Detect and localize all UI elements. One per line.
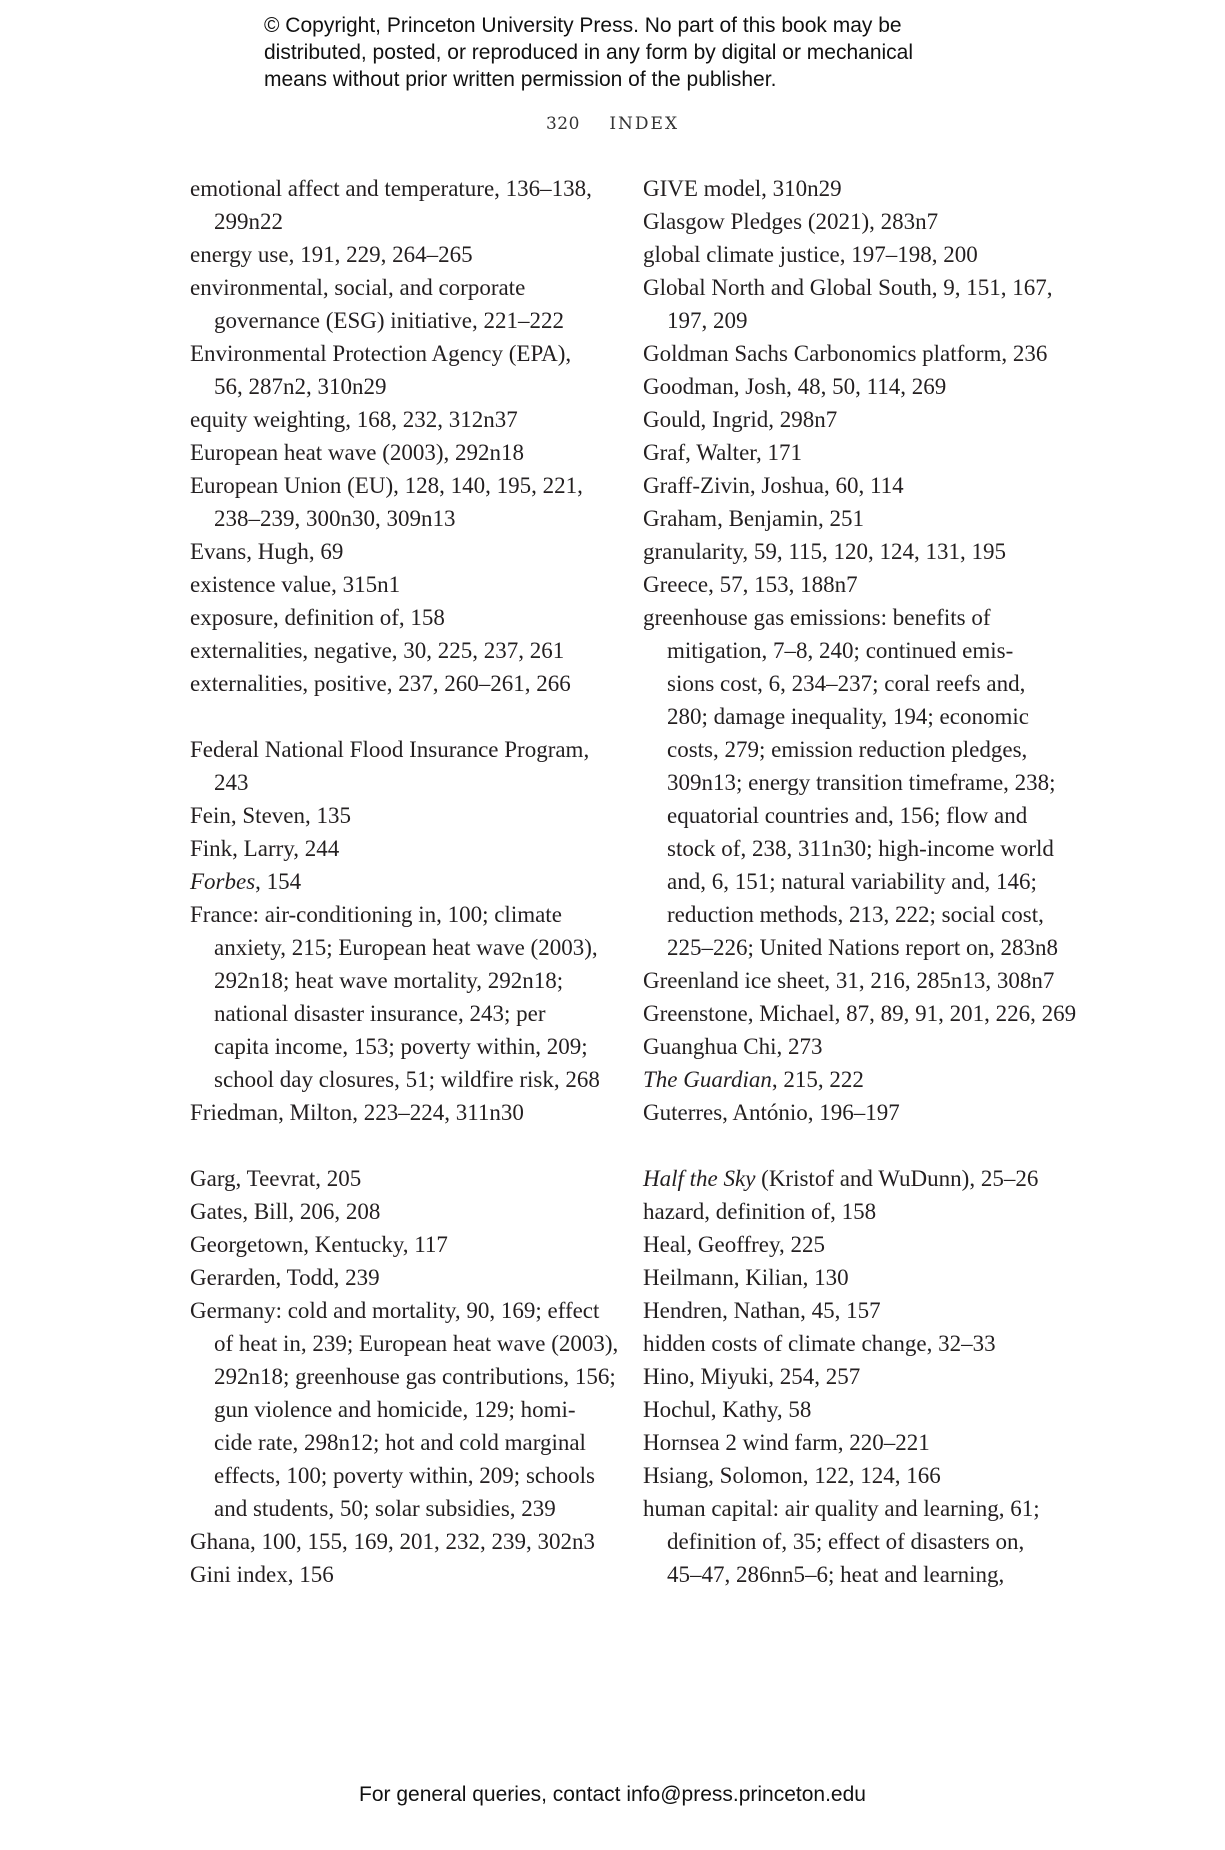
entry-heading-line (643, 337, 1073, 370)
entry-continuation-line (643, 1525, 1073, 1558)
entry-text: emotional affect and temperature, 136–138, (190, 176, 592, 201)
index-entry (643, 1459, 1073, 1492)
entry-continuation-line (190, 931, 610, 964)
entry-continuation-line (190, 304, 610, 337)
entry-text: 45–47, 286nn5–6; heat and learning, (667, 1562, 1005, 1587)
index-entry (190, 238, 610, 271)
entry-heading-line (190, 1558, 610, 1591)
entry-text: national disaster insurance, 243; per (214, 1001, 546, 1026)
entry-heading-line (190, 1228, 610, 1261)
entry-text: Greenstone, Michael, 87, 89, 91, 201, 226, 269 (643, 1001, 1077, 1026)
index-entry (643, 1162, 1073, 1195)
entry-continuation-line (190, 766, 610, 799)
entry-text: Glasgow Pledges (2021), 283n7 (643, 209, 939, 234)
entry-continuation-line (643, 799, 1073, 832)
index-entry (643, 1261, 1073, 1294)
index-letter-group (643, 1162, 1073, 1591)
entry-heading-line (190, 238, 610, 271)
entry-text: Gates, Bill, 206, 208 (190, 1199, 381, 1224)
index-entry (190, 1162, 610, 1195)
entry-heading-line (190, 667, 610, 700)
entry-heading-line (190, 1261, 610, 1294)
entry-text: Graf, Walter, 171 (643, 440, 803, 465)
index-entry (190, 271, 610, 337)
entry-heading-line (190, 601, 610, 634)
entry-text: sions cost, 6, 234–237; coral reefs and, (667, 671, 1026, 696)
entry-text: Goldman Sachs Carbonomics platform, 236 (643, 341, 1048, 366)
entry-heading-line (190, 799, 610, 832)
entry-heading-line (190, 733, 610, 766)
entry-heading-line (643, 535, 1073, 568)
index-letter-group (643, 172, 1077, 1129)
entry-text: 238–239, 300n30, 309n13 (214, 506, 456, 531)
copyright-line: means without prior written permission of the publisher. (264, 68, 777, 91)
entry-text: , 154 (255, 869, 302, 894)
entry-text: 292n18; greenhouse gas contributions, 156; (214, 1364, 616, 1389)
entry-continuation-line (190, 1492, 610, 1525)
entry-text: externalities, negative, 30, 225, 237, 261 (190, 638, 565, 663)
entry-heading-line (190, 271, 610, 304)
index-entry (643, 1360, 1073, 1393)
entry-text: externalities, positive, 237, 260–261, 266 (190, 671, 571, 696)
entry-heading-line (643, 1162, 1073, 1195)
entry-text: 197, 209 (667, 308, 748, 333)
index-entry (190, 1525, 610, 1558)
entry-continuation-line (643, 898, 1073, 931)
entry-text: Greenland ice sheet, 31, 216, 285n13, 308n7 (643, 968, 1055, 993)
entry-text: Hino, Miyuki, 254, 257 (643, 1364, 861, 1389)
index-entry (190, 337, 610, 403)
entry-heading-line (643, 1195, 1073, 1228)
index-entry (190, 799, 610, 832)
entry-heading-line (643, 568, 1073, 601)
entry-text: 309n13; energy transition timeframe, 238; (667, 770, 1056, 795)
index-entry (643, 1063, 1073, 1096)
index-entry (643, 964, 1073, 997)
group-separator (190, 700, 610, 733)
entry-text: 243 (214, 770, 249, 795)
entry-heading-line (643, 1393, 1073, 1426)
entry-text: Hornsea 2 wind farm, 220–221 (643, 1430, 930, 1455)
entry-continuation-line (643, 733, 1073, 766)
entry-heading-line (643, 1063, 1073, 1096)
entry-heading-line (190, 1096, 610, 1129)
entry-text: Hsiang, Solomon, 122, 124, 166 (643, 1463, 941, 1488)
index-entry (643, 1030, 1073, 1063)
index-entry (190, 436, 610, 469)
index-entry (190, 172, 610, 238)
index-entry (190, 898, 610, 1096)
entry-continuation-line (190, 997, 610, 1030)
entry-continuation-line (190, 205, 610, 238)
entry-text: Hochul, Kathy, 58 (643, 1397, 812, 1422)
index-entry (643, 172, 1073, 205)
index-entry (643, 535, 1073, 568)
entry-heading-line (643, 1228, 1073, 1261)
index-letter-group (190, 172, 610, 700)
section-title: INDEX (609, 114, 680, 134)
entry-text: costs, 279; emission reduction pledges, (667, 737, 1028, 762)
index-entry (190, 667, 610, 700)
entry-continuation-line (643, 865, 1073, 898)
entry-text: Goodman, Josh, 48, 50, 114, 269 (643, 374, 947, 399)
entry-text: cide rate, 298n12; hot and cold marginal (214, 1430, 586, 1455)
index-entry (643, 1228, 1073, 1261)
entry-text: hazard, definition of, 158 (643, 1199, 877, 1224)
entry-text: global climate justice, 197–198, 200 (643, 242, 978, 267)
entry-heading-line (190, 403, 610, 436)
copyright-notice (264, 12, 913, 93)
entry-continuation-line (190, 1459, 610, 1492)
index-entry (643, 436, 1073, 469)
entry-text: effects, 100; poverty within, 209; schools (214, 1463, 595, 1488)
entry-text: France: air-conditioning in, 100; climate (190, 902, 562, 927)
entry-continuation-line (190, 964, 610, 997)
index-entry (643, 337, 1073, 370)
entry-heading-line (190, 1294, 610, 1327)
index-entry (190, 535, 610, 568)
entry-text: granularity, 59, 115, 120, 124, 131, 195 (643, 539, 1007, 564)
running-head (0, 114, 1225, 134)
entry-text: 225–226; United Nations report on, 283n8 (667, 935, 1058, 960)
entry-heading-line (643, 1492, 1073, 1525)
entry-heading-line (643, 1426, 1073, 1459)
entry-text: Garg, Teevrat, 205 (190, 1166, 362, 1191)
page-number: 320 (545, 114, 580, 134)
entry-heading-line (643, 1294, 1073, 1327)
entry-heading-line (190, 832, 610, 865)
index-entry (643, 403, 1073, 436)
entry-text: of heat in, 239; European heat wave (2003), (214, 1331, 619, 1356)
entry-text: exposure, definition of, 158 (190, 605, 445, 630)
index-entry (643, 997, 1077, 1030)
entry-heading-line (643, 1261, 1073, 1294)
entry-heading-line (190, 1195, 610, 1228)
entry-heading-line (643, 271, 1073, 304)
entry-text: Gerarden, Todd, 239 (190, 1265, 380, 1290)
entry-text: equity weighting, 168, 232, 312n37 (190, 407, 518, 432)
entry-text: Greece, 57, 153, 188n7 (643, 572, 858, 597)
index-entry (643, 1096, 1073, 1129)
entry-heading-line (643, 436, 1073, 469)
entry-heading-line (190, 535, 610, 568)
index-entry (643, 1327, 1073, 1360)
entry-text: 299n22 (214, 209, 283, 234)
entry-text: 56, 287n2, 310n29 (214, 374, 387, 399)
index-entry (643, 1294, 1073, 1327)
entry-text: Fein, Steven, 135 (190, 803, 351, 828)
entry-text: Ghana, 100, 155, 169, 201, 232, 239, 302n3 (190, 1529, 596, 1554)
entry-text: Global North and Global South, 9, 151, 167, (643, 275, 1053, 300)
entry-heading-line (643, 205, 1073, 238)
index-entry (190, 733, 610, 799)
italic-title: Forbes (190, 869, 256, 894)
entry-text: 292n18; heat wave mortality, 292n18; (214, 968, 564, 993)
index-entry (643, 601, 1073, 964)
index-entry (190, 1096, 610, 1129)
entry-text: Graff-Zivin, Joshua, 60, 114 (643, 473, 904, 498)
entry-text: GIVE model, 310n29 (643, 176, 842, 201)
entry-continuation-line (190, 1030, 610, 1063)
index-entry (190, 1294, 619, 1525)
entry-text: (Kristof and WuDunn), 25–26 (755, 1166, 1039, 1191)
entry-heading-line (643, 997, 1077, 1030)
entry-heading-line (643, 502, 1073, 535)
entry-text: Germany: cold and mortality, 90, 169; effect (190, 1298, 600, 1323)
entry-heading-line (643, 1030, 1073, 1063)
index-column-right (643, 172, 1077, 1591)
group-separator (190, 1129, 610, 1162)
entry-text: anxiety, 215; European heat wave (2003), (214, 935, 598, 960)
italic-title: The Guardian (643, 1067, 772, 1092)
entry-continuation-line (643, 667, 1073, 700)
entry-heading-line (643, 601, 1073, 634)
entry-text: school day closures, 51; wildfire risk, 268 (214, 1067, 600, 1092)
index-entry (190, 1228, 610, 1261)
index-entry (643, 1426, 1073, 1459)
entry-heading-line (190, 172, 610, 205)
entry-text: governance (ESG) initiative, 221–222 (214, 308, 565, 333)
footer-contact: For general queries, contact info@press.princeton.edu (359, 1783, 866, 1806)
entry-text: Heal, Geoffrey, 225 (643, 1232, 826, 1257)
entry-text: gun violence and homicide, 129; homi- (214, 1397, 576, 1422)
entry-continuation-line (643, 766, 1073, 799)
entry-heading-line (643, 1096, 1073, 1129)
entry-heading-line (190, 337, 610, 370)
index-entry (643, 238, 1073, 271)
index-entry (190, 601, 610, 634)
entry-heading-line (643, 1360, 1073, 1393)
entry-heading-line (643, 238, 1073, 271)
entry-continuation-line (190, 1360, 616, 1393)
entry-text: greenhouse gas emissions: benefits of (643, 605, 991, 630)
entry-text: Hendren, Nathan, 45, 157 (643, 1298, 881, 1323)
index-entry (190, 1195, 610, 1228)
entry-text: equatorial countries and, 156; flow and (667, 803, 1028, 828)
entry-continuation-line (643, 634, 1073, 667)
entry-continuation-line (643, 832, 1073, 865)
copyright-line: © Copyright, Princeton University Press. No part of this book may be (264, 14, 902, 37)
entry-heading-line (643, 469, 1073, 502)
index-entry (190, 832, 610, 865)
entry-text: stock of, 238, 311n30; high-income world (667, 836, 1054, 861)
entry-text: Federal National Flood Insurance Program, (190, 737, 590, 762)
index-column-left (190, 172, 619, 1591)
entry-text: Graham, Benjamin, 251 (643, 506, 865, 531)
index-entry (643, 370, 1073, 403)
index-letter-group (190, 1162, 619, 1591)
entry-text: Georgetown, Kentucky, 117 (190, 1232, 448, 1257)
entry-text: 280; damage inequality, 194; economic (667, 704, 1029, 729)
entry-text: Gini index, 156 (190, 1562, 334, 1587)
index-entry (190, 1261, 610, 1294)
index-entry (190, 403, 610, 436)
entry-continuation-line (643, 700, 1073, 733)
entry-continuation-line (190, 502, 610, 535)
entry-heading-line (643, 370, 1073, 403)
italic-title: Half the Sky (643, 1166, 756, 1191)
entry-heading-line (190, 898, 610, 931)
entry-text: Friedman, Milton, 223–224, 311n30 (190, 1100, 524, 1125)
copyright-line: distributed, posted, or reproduced in any form by digital or mechanical (264, 41, 914, 64)
entry-text: capita income, 153; poverty within, 209; (214, 1034, 588, 1059)
entry-heading-line (190, 865, 610, 898)
index-entry (643, 271, 1073, 337)
entry-continuation-line (190, 1426, 610, 1459)
entry-text: human capital: air quality and learning, 61; (643, 1496, 1040, 1521)
entry-text: and, 6, 151; natural variability and, 146; (667, 869, 1037, 894)
entry-text: mitigation, 7–8, 240; continued emis- (667, 638, 1014, 663)
index-letter-group (190, 733, 610, 1129)
entry-text: reduction methods, 213, 222; social cost, (667, 902, 1044, 927)
entry-heading-line (643, 1459, 1073, 1492)
entry-heading-line (643, 964, 1073, 997)
index-entry (643, 1393, 1073, 1426)
entry-text: and students, 50; solar subsidies, 239 (214, 1496, 556, 1521)
entry-continuation-line (643, 931, 1073, 964)
entry-heading-line (643, 1327, 1073, 1360)
entry-text: Gould, Ingrid, 298n7 (643, 407, 838, 432)
entry-heading-line (190, 568, 610, 601)
entry-text: environmental, social, and corporate (190, 275, 526, 300)
entry-heading-line (643, 172, 1073, 205)
entry-text: hidden costs of climate change, 32–33 (643, 1331, 996, 1356)
index-entry (190, 469, 610, 535)
index-entry (643, 1492, 1073, 1591)
index-entry (643, 568, 1073, 601)
entry-text: Heilmann, Kilian, 130 (643, 1265, 849, 1290)
index-entry (643, 502, 1073, 535)
entry-heading-line (190, 469, 610, 502)
entry-text: European heat wave (2003), 292n18 (190, 440, 525, 465)
entry-continuation-line (190, 1393, 610, 1426)
entry-continuation-line (190, 1063, 610, 1096)
entry-heading-line (190, 1525, 610, 1558)
entry-heading-line (190, 436, 610, 469)
entry-text: Guanghua Chi, 273 (643, 1034, 823, 1059)
entry-heading-line (190, 634, 610, 667)
entry-continuation-line (643, 1558, 1073, 1591)
entry-text: definition of, 35; effect of disasters on, (667, 1529, 1025, 1554)
index-entry (643, 469, 1073, 502)
entry-continuation-line (643, 304, 1073, 337)
entry-text: energy use, 191, 229, 264–265 (190, 242, 473, 267)
entry-heading-line (643, 403, 1073, 436)
index-entry (190, 865, 610, 898)
index-entry (190, 1558, 610, 1591)
entry-continuation-line (190, 370, 610, 403)
index-entry (643, 1195, 1073, 1228)
index-entry (190, 568, 610, 601)
entry-heading-line (190, 1162, 610, 1195)
entry-text: , 215, 222 (771, 1067, 864, 1092)
entry-text: Fink, Larry, 244 (190, 836, 340, 861)
entry-text: Evans, Hugh, 69 (190, 539, 344, 564)
entry-text: Guterres, António, 196–197 (643, 1100, 900, 1125)
entry-text: European Union (EU), 128, 140, 195, 221, (190, 473, 583, 498)
group-separator (643, 1129, 1073, 1162)
index-entry (190, 634, 610, 667)
entry-text: Environmental Protection Agency (EPA), (190, 341, 572, 366)
entry-continuation-line (190, 1327, 619, 1360)
index-entry (643, 205, 1073, 238)
entry-text: existence value, 315n1 (190, 572, 401, 597)
